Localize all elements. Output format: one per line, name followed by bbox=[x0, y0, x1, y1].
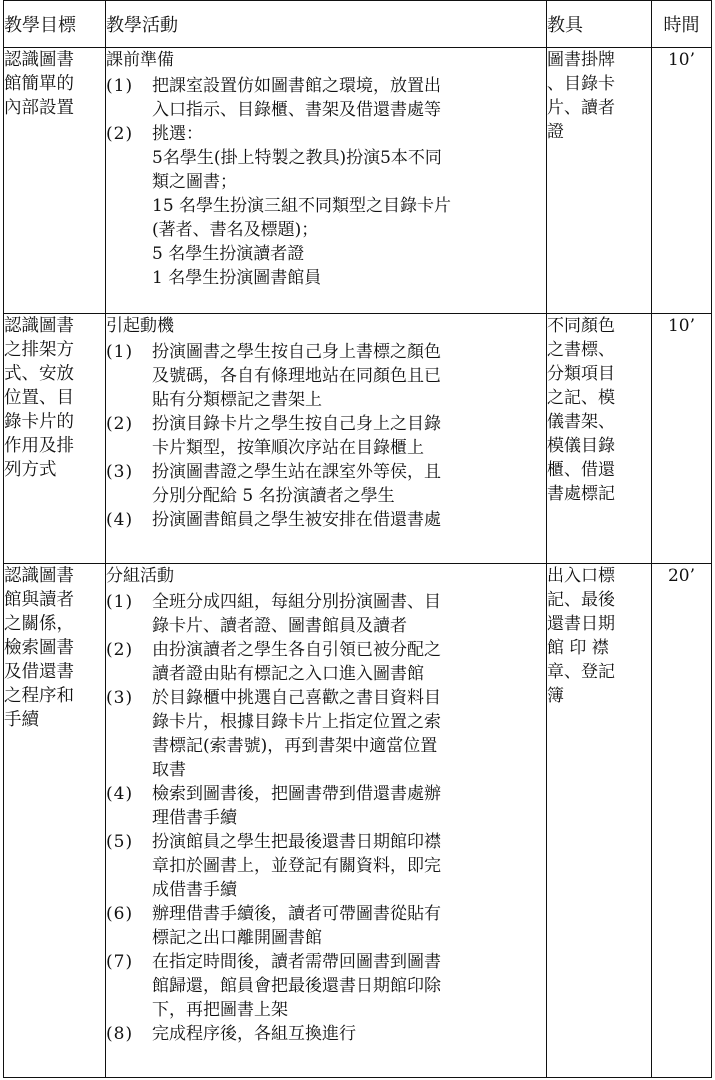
tool-line: 櫃、借還 bbox=[547, 460, 615, 480]
activity-item-text bbox=[152, 122, 546, 290]
objective-line: 館與讀者 bbox=[4, 590, 74, 610]
activity-item-number: (2) bbox=[106, 414, 134, 434]
tools-cell bbox=[547, 564, 652, 1078]
tools-cell bbox=[547, 314, 652, 564]
tool-line: 簿 bbox=[547, 686, 564, 706]
activity-item bbox=[106, 686, 546, 782]
activity-item-line: 成借書手續 bbox=[152, 880, 237, 900]
header-objective: 教學目標 bbox=[4, 1, 106, 48]
activity-item bbox=[106, 74, 546, 122]
objective-line: 式、安放 bbox=[4, 364, 74, 384]
activity-item-number: (2) bbox=[106, 124, 134, 144]
objective-line: 手續 bbox=[4, 710, 39, 730]
activity-item-line: 扮演館員之學生把最後還書日期館印襟 bbox=[152, 832, 441, 852]
activity-item-line: 下，再把圖書上架 bbox=[152, 1000, 288, 1020]
activity-item-line: 扮演圖書證之學生站在課室外等侯，且 bbox=[152, 462, 441, 482]
activity-item-text bbox=[152, 74, 546, 122]
activity-item-line: 1 名學生扮演圖書館員 bbox=[152, 268, 322, 288]
activity-item-line: 全班分成四組，每組分別扮演圖書、目 bbox=[152, 592, 441, 612]
activity-cell bbox=[106, 564, 547, 1078]
activity-item-line: 書標記(索書號)，再到書架中適當位置 bbox=[152, 736, 438, 756]
activity-item-text bbox=[152, 340, 546, 412]
activity-item-line: 標記之出口離開圖書館 bbox=[152, 928, 322, 948]
tool-line: 書處標記 bbox=[547, 484, 615, 504]
objective-cell bbox=[4, 564, 106, 1078]
activity-item-line: 完成程序後，各組互換進行 bbox=[152, 1024, 356, 1044]
header-row bbox=[4, 1, 712, 48]
activity-title: 分組活動 bbox=[106, 566, 174, 586]
objective-cell bbox=[4, 314, 106, 564]
activity-title: 課前準備 bbox=[106, 50, 174, 70]
activity-item bbox=[106, 590, 546, 638]
activity-item-line: 由扮演讀者之學生各自引領已被分配之 bbox=[152, 640, 441, 660]
objective-line: 之關係， bbox=[4, 614, 74, 634]
time-cell bbox=[652, 564, 712, 1078]
activity-cell bbox=[106, 314, 547, 564]
objective-line: 之排架方 bbox=[4, 340, 74, 360]
activity-item-line: 讀者證由貼有標記之入口進入圖書館 bbox=[152, 664, 424, 684]
activity-item-line: 辦理借書手續後，讀者可帶圖書從貼有 bbox=[152, 904, 441, 924]
activity-item-text bbox=[152, 638, 546, 686]
activity-item-number: (1) bbox=[106, 592, 134, 612]
header-time: 時間 bbox=[652, 1, 712, 48]
activity-item-line: 5 名學生扮演讀者證 bbox=[152, 244, 305, 264]
activity-item-line: 扮演圖書館員之學生被安排在借還書處 bbox=[152, 510, 441, 530]
objective-line: 之程序和 bbox=[4, 686, 74, 706]
tool-line: 、目錄卡 bbox=[547, 74, 615, 94]
tool-line: 分類項目 bbox=[547, 364, 615, 384]
activity-item-line: 挑選： bbox=[152, 124, 203, 144]
tool-line: 之書標、 bbox=[547, 340, 615, 360]
header-tools: 教具 bbox=[547, 1, 652, 48]
activity-item-text bbox=[152, 508, 546, 532]
activity-item-line: 卡片類型，按筆順次序站在目錄櫃上 bbox=[152, 438, 424, 458]
objective-line: 錄卡片的 bbox=[4, 412, 74, 432]
objective-line: 認識圖書 bbox=[4, 50, 74, 70]
tool-line: 儀書架、 bbox=[547, 412, 615, 432]
activity-item-number: (3) bbox=[106, 688, 134, 708]
time-value: 10’ bbox=[667, 50, 696, 70]
activity-item-number: (5) bbox=[106, 832, 134, 852]
activity-item-line: 入口指示、目錄櫃、書架及借還書處等 bbox=[152, 100, 441, 120]
time-cell bbox=[652, 314, 712, 564]
tool-line: 還書日期 bbox=[547, 614, 615, 634]
lesson-plan-table bbox=[3, 0, 712, 1078]
objective-line: 作用及排 bbox=[4, 436, 74, 456]
tool-line: 記、最後 bbox=[547, 590, 615, 610]
tool-line: 不同顏色 bbox=[547, 316, 615, 336]
tool-line: 之記、模 bbox=[547, 388, 615, 408]
activity-item-line: 在指定時間後，讀者需帶回圖書到圖書 bbox=[152, 952, 441, 972]
activity-item-text bbox=[152, 460, 546, 508]
activity-cell bbox=[106, 48, 547, 314]
activity-item-text bbox=[152, 412, 546, 460]
activity-item-line: 及號碼，各自有條理地站在同顏色且已 bbox=[152, 366, 441, 386]
activity-item-line: 於目錄櫃中挑選自己喜歡之書目資料目 bbox=[152, 688, 441, 708]
activity-item-text bbox=[152, 950, 546, 1022]
time-cell bbox=[652, 48, 712, 314]
activity-item-text bbox=[152, 686, 546, 782]
activity-item bbox=[106, 1022, 546, 1046]
activity-item-line: 5名學生(掛上特製之教具)扮演5本不同 bbox=[152, 148, 442, 168]
activity-item bbox=[106, 412, 546, 460]
tool-line: 圖書掛牌 bbox=[547, 50, 615, 70]
table-row bbox=[4, 314, 712, 564]
tools-cell bbox=[547, 48, 652, 314]
objective-line: 位置、目 bbox=[4, 388, 74, 408]
objective-line: 內部設置 bbox=[4, 98, 74, 118]
activity-item-number: (2) bbox=[106, 640, 134, 660]
objective-line: 列方式 bbox=[4, 460, 57, 480]
activity-item bbox=[106, 122, 546, 290]
activity-item-line: 15 名學生扮演三組不同類型之目錄卡片 bbox=[152, 196, 452, 216]
activity-item-line: 錄卡片，根據目錄卡片上指定位置之索 bbox=[152, 712, 441, 732]
activity-item-line: 章扣於圖書上，並登記有關資料，即完 bbox=[152, 856, 441, 876]
activity-item bbox=[106, 460, 546, 508]
objective-line: 及借還書 bbox=[4, 662, 74, 682]
activity-item-number: (1) bbox=[106, 76, 134, 96]
tool-line: 模儀目錄 bbox=[547, 436, 615, 456]
activity-item-number: (6) bbox=[106, 904, 134, 924]
activity-item-line: 檢索到圖書後，把圖書帶到借還書處辦 bbox=[152, 784, 441, 804]
activity-item-number: (7) bbox=[106, 952, 134, 972]
tool-line: 片、讀者 bbox=[547, 98, 615, 118]
activity-item-line: 扮演圖書之學生按自己身上書標之顏色 bbox=[152, 342, 441, 362]
objective-line: 館簡單的 bbox=[4, 74, 74, 94]
activity-item-line: 分別分配給 5 名扮演讀者之學生 bbox=[152, 486, 395, 506]
activity-item bbox=[106, 340, 546, 412]
activity-item-line: 錄卡片、讀者證、圖書館員及讀者 bbox=[152, 616, 407, 636]
activity-item bbox=[106, 950, 546, 1022]
activity-item-text bbox=[152, 1022, 546, 1046]
activity-item bbox=[106, 508, 546, 532]
time-value: 10’ bbox=[667, 316, 696, 336]
activity-item-text bbox=[152, 590, 546, 638]
activity-item-number: (3) bbox=[106, 462, 134, 482]
activity-item bbox=[106, 902, 546, 950]
tool-line: 章、登記 bbox=[547, 662, 615, 682]
activity-item-line: 館歸還，館員會把最後還書日期館印除 bbox=[152, 976, 441, 996]
activity-item-number: (8) bbox=[106, 1024, 134, 1044]
activity-item-number: (4) bbox=[106, 510, 134, 530]
activity-item bbox=[106, 782, 546, 830]
activity-item bbox=[106, 830, 546, 902]
tool-line: 出入口標 bbox=[547, 566, 615, 586]
table-row bbox=[4, 564, 712, 1078]
activity-item-line: 扮演目錄卡片之學生按自己身上之目錄 bbox=[152, 414, 441, 434]
activity-item-line: 理借書手續 bbox=[152, 808, 237, 828]
activity-item-text bbox=[152, 830, 546, 902]
activity-item bbox=[106, 638, 546, 686]
activity-item-line: 把課室設置仿如圖書館之環境，放置出 bbox=[152, 76, 441, 96]
objective-line: 檢索圖書 bbox=[4, 638, 74, 658]
activity-item-line: (著者、書名及標題)； bbox=[152, 220, 319, 240]
header-activity: 教學活動 bbox=[106, 1, 547, 48]
activity-item-number: (4) bbox=[106, 784, 134, 804]
activity-title: 引起動機 bbox=[106, 316, 174, 336]
table-row bbox=[4, 48, 712, 314]
activity-item-line: 取書 bbox=[152, 760, 186, 780]
activity-item-text bbox=[152, 902, 546, 950]
activity-item-text bbox=[152, 782, 546, 830]
tool-line: 館 印 襟 bbox=[547, 638, 609, 658]
objective-cell bbox=[4, 48, 106, 314]
objective-line: 認識圖書 bbox=[4, 566, 74, 586]
tool-line: 證 bbox=[547, 122, 564, 142]
time-value: 20’ bbox=[667, 566, 696, 586]
activity-item-number: (1) bbox=[106, 342, 134, 362]
activity-item-line: 類之圖書； bbox=[152, 172, 237, 192]
activity-item-line: 貼有分類標記之書架上 bbox=[152, 390, 322, 410]
objective-line: 認識圖書 bbox=[4, 316, 74, 336]
